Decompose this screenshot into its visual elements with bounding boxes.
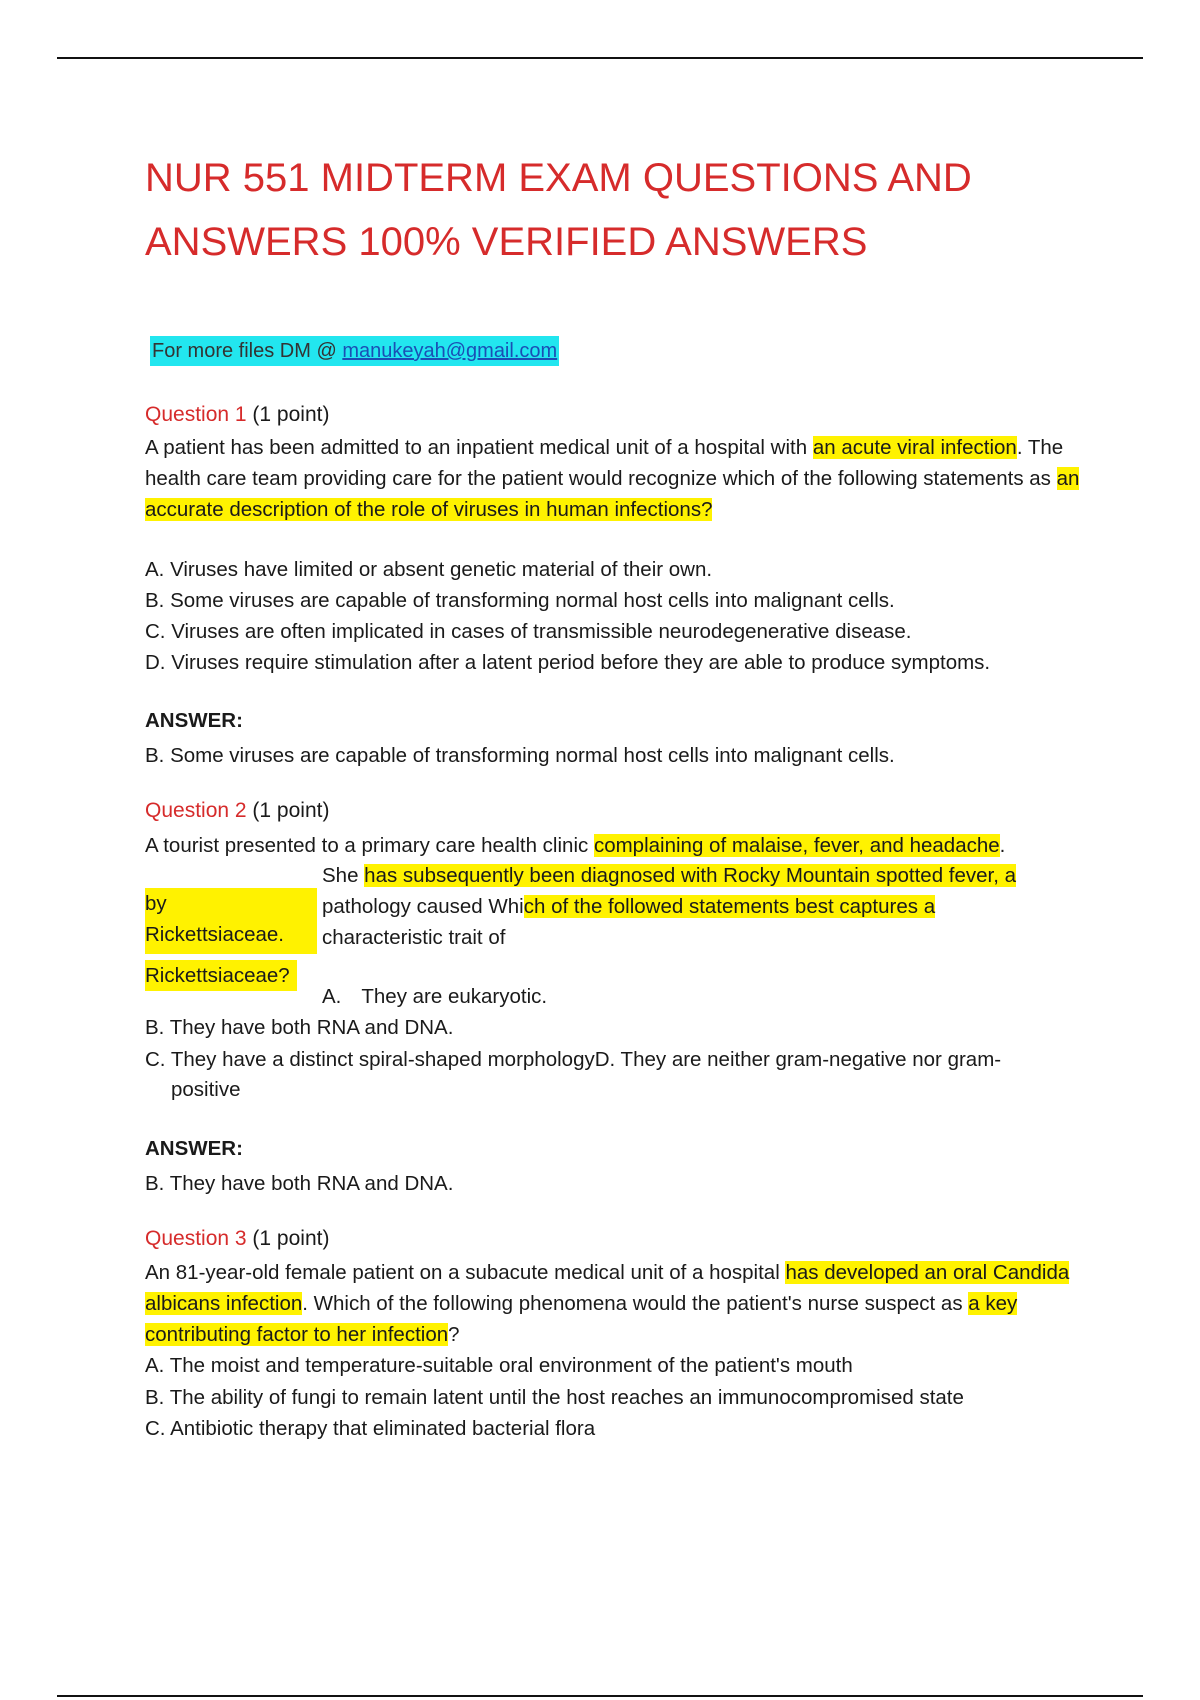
q1-highlight-2: an accurate description of the role of viruses in human infections? bbox=[145, 467, 1080, 521]
q3-option-a: A. The moist and temperature-suitable oral environment of the patient's mouth bbox=[145, 1354, 853, 1377]
q2-line1-highlight: complaining of malaise, fever, and headache bbox=[593, 834, 1000, 857]
title-line-1: NUR 551 MIDTERM EXAM QUESTIONS AND bbox=[145, 156, 972, 200]
q2-option-a bbox=[322, 981, 547, 1012]
top-rule bbox=[57, 57, 1143, 59]
question-2-header bbox=[145, 796, 329, 826]
q2-line1-end: . bbox=[999, 834, 1006, 857]
q3-highlight-2: a key contributing factor to her infection bbox=[145, 1292, 1018, 1346]
q3-stem-part-1: An 81-year-old female patient on a subacute medical unit of a hospital bbox=[145, 1261, 786, 1284]
q1-stem-part-2: . The health care team providing care for the patient would recognize which of the following statements as bbox=[145, 436, 1064, 490]
q2-line1-plain: A tourist presented to a primary care health clinic bbox=[145, 834, 594, 857]
bottom-rule bbox=[57, 1695, 1143, 1697]
q3-stem-part-2: . Which of the following phenomena would the patient's nurse suspect as bbox=[302, 1292, 969, 1315]
question-1-label: Question 1 bbox=[145, 403, 247, 426]
q2-answer: B. They have both RNA and DNA. bbox=[145, 1172, 454, 1195]
q3-highlight-1: has developed an oral Candida albicans infection bbox=[145, 1261, 1070, 1315]
q2-line3-plain: pathology caused Whi bbox=[322, 895, 524, 918]
q2-option-b: B. They have both RNA and DNA. bbox=[145, 1016, 454, 1039]
q1-stem-part-1: A patient has been admitted to an inpatient medical unit of a hospital with bbox=[145, 436, 813, 459]
question-2-points: (1 point) bbox=[246, 799, 330, 822]
q2-line3-highlight: ch of the followed statements best captures a bbox=[523, 895, 936, 918]
q1-option-c: C. Viruses are often implicated in cases of transmissible neurodegenerative disease. bbox=[145, 620, 912, 643]
q2-answer-label: ANSWER: bbox=[145, 1137, 243, 1160]
q2-line2-highlight: has subsequently been diagnosed with Rocky Mountain spotted fever, a bbox=[364, 864, 1017, 887]
document-title bbox=[145, 146, 1085, 274]
q2-stem-line-1 bbox=[145, 830, 1005, 861]
q2-line2-plain: She bbox=[322, 864, 365, 887]
title-line-2: ANSWERS 100% VERIFIED ANSWERS bbox=[145, 220, 868, 264]
question-1-header bbox=[145, 400, 329, 430]
promo-text: For more files DM @ bbox=[152, 340, 343, 362]
q2-left-by: by bbox=[145, 892, 167, 915]
q2-left-highlight-block bbox=[145, 888, 317, 954]
q1-answer-label: ANSWER: bbox=[145, 709, 243, 732]
question-1-stem bbox=[145, 432, 1085, 525]
question-3-label: Question 3 bbox=[145, 1227, 247, 1250]
q2-option-a-text: They are eukaryotic. bbox=[361, 985, 548, 1008]
q2-option-a-letter: A. bbox=[322, 985, 342, 1008]
question-2-label: Question 2 bbox=[145, 799, 247, 822]
q2-stem-line-3 bbox=[322, 891, 935, 922]
q3-option-c: C. Antibiotic therapy that eliminated bacterial flora bbox=[145, 1417, 596, 1440]
q2-left-rickettsiaceae-2: Rickettsiaceae? bbox=[145, 960, 297, 991]
question-3-header bbox=[145, 1224, 329, 1254]
q3-stem-part-3: ? bbox=[448, 1323, 460, 1346]
question-3-points: (1 point) bbox=[246, 1227, 330, 1250]
q1-option-b: B. Some viruses are capable of transforming normal host cells into malignant cells. bbox=[145, 589, 895, 612]
q2-left-rickettsiaceae-1: Rickettsiaceae. bbox=[145, 923, 285, 946]
promo-email-link[interactable]: manukeyah@gmail.com bbox=[342, 340, 558, 362]
promo-banner bbox=[150, 336, 559, 366]
q1-answer: B. Some viruses are capable of transforming normal host cells into malignant cells. bbox=[145, 744, 895, 767]
q1-option-d: D. Viruses require stimulation after a latent period before they are able to produce symptoms. bbox=[145, 651, 991, 674]
q1-highlight-1: an acute viral infection bbox=[812, 436, 1017, 459]
question-1-points: (1 point) bbox=[246, 403, 330, 426]
q2-stem-line-2 bbox=[322, 860, 1016, 891]
q2-option-c-line-2: positive bbox=[171, 1078, 241, 1101]
q2-option-c-line-1: C. They have a distinct spiral-shaped morphologyD. They are neither gram-negative nor gram- bbox=[145, 1048, 1002, 1071]
q3-option-b: B. The ability of fungi to remain latent until the host reaches an immunocompromised state bbox=[145, 1386, 964, 1409]
q2-stem-line-4: characteristic trait of bbox=[322, 926, 506, 949]
q1-option-a: A. Viruses have limited or absent genetic material of their own. bbox=[145, 558, 713, 581]
question-3-stem bbox=[145, 1257, 1085, 1350]
